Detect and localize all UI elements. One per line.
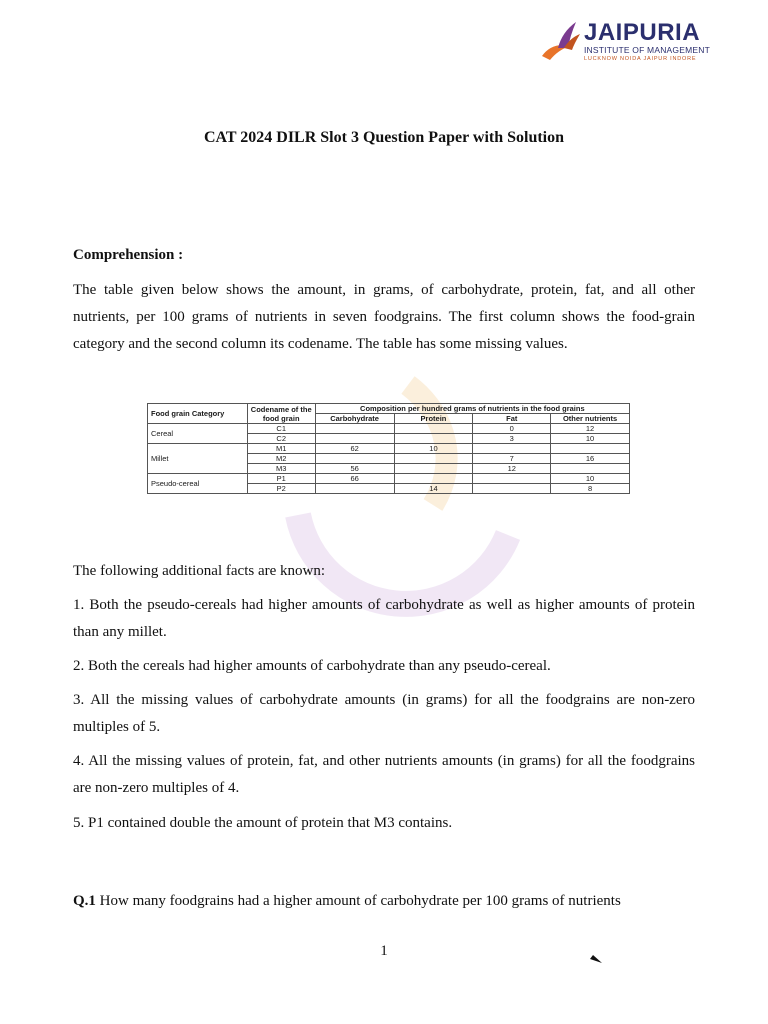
fact-3: 3. All the missing values of carbohydrate amounts (in grams) for all the foodgrains are non-zero multiples of 5. bbox=[73, 692, 695, 735]
carb-cell bbox=[315, 434, 394, 444]
fat-cell: 0 bbox=[473, 424, 551, 434]
category-cell: Cereal bbox=[148, 424, 248, 444]
code-cell: M1 bbox=[247, 444, 315, 454]
header-carbohydrate: Carbohydrate bbox=[315, 414, 394, 424]
other-cell: 16 bbox=[551, 454, 630, 464]
foodgrain-table bbox=[147, 403, 630, 494]
facts-intro: The following additional facts are known: bbox=[73, 563, 326, 579]
fat-cell bbox=[473, 444, 551, 454]
other-cell bbox=[551, 444, 630, 454]
table-row bbox=[148, 474, 630, 484]
fat-cell: 3 bbox=[473, 434, 551, 444]
jaipuria-logo bbox=[536, 18, 716, 66]
logo-wordmark: JAIPURIA bbox=[584, 19, 701, 46]
flame-emblem-icon bbox=[536, 18, 582, 64]
other-cell bbox=[551, 464, 630, 474]
header-other: Other nutrients bbox=[551, 414, 630, 424]
header-category: Food grain Category bbox=[148, 404, 248, 424]
code-cell: M3 bbox=[247, 464, 315, 474]
table-row bbox=[148, 424, 630, 434]
fat-cell bbox=[473, 484, 551, 494]
code-cell: P2 bbox=[247, 484, 315, 494]
question-text: How many foodgrains had a higher amount of carbohydrate per 100 grams of nutrients bbox=[95, 893, 621, 909]
code-cell: C2 bbox=[247, 434, 315, 444]
header-composition: Composition per hundred grams of nutrients in the food grains bbox=[315, 404, 629, 414]
table-header-row bbox=[148, 404, 630, 414]
protein-cell: 10 bbox=[394, 444, 473, 454]
fat-cell: 7 bbox=[473, 454, 551, 464]
comprehension-heading: Comprehension : bbox=[73, 247, 184, 263]
fact-2: 2. Both the cereals had higher amounts of carbohydrate than any pseudo-cereal. bbox=[73, 658, 551, 674]
protein-cell: 14 bbox=[394, 484, 473, 494]
protein-cell bbox=[394, 464, 473, 474]
protein-cell bbox=[394, 434, 473, 444]
fat-cell bbox=[473, 474, 551, 484]
protein-cell bbox=[394, 454, 473, 464]
logo-subtitle: INSTITUTE OF MANAGEMENT bbox=[584, 45, 710, 55]
table-row bbox=[148, 444, 630, 454]
header-codename: Codename of the food grain bbox=[247, 404, 315, 424]
arrow-mark-icon bbox=[590, 955, 602, 963]
other-cell: 10 bbox=[551, 434, 630, 444]
carb-cell: 56 bbox=[315, 464, 394, 474]
fact-1: 1. Both the pseudo-cereals had higher amounts of carbohydrate as well as higher amounts of protein than any millet. bbox=[73, 597, 695, 640]
category-cell: Pseudo-cereal bbox=[148, 474, 248, 494]
carb-cell bbox=[315, 484, 394, 494]
intro-paragraph: The table given below shows the amount, in grams, of carbohydrate, protein, fat, and all other nutrients, per 100 grams of nutrients in seven foodgrains. The first column shows the food-grain category and the second column its codename. The table has some missing values. bbox=[73, 282, 695, 352]
code-cell: C1 bbox=[247, 424, 315, 434]
other-cell: 8 bbox=[551, 484, 630, 494]
fat-cell: 12 bbox=[473, 464, 551, 474]
question-1 bbox=[73, 888, 695, 915]
other-cell: 12 bbox=[551, 424, 630, 434]
page-title: CAT 2024 DILR Slot 3 Question Paper with Solution bbox=[203, 129, 565, 146]
protein-cell bbox=[394, 424, 473, 434]
header-protein: Protein bbox=[394, 414, 473, 424]
code-cell: P1 bbox=[247, 474, 315, 484]
page-number: 1 bbox=[380, 943, 388, 959]
carb-cell: 62 bbox=[315, 444, 394, 454]
fact-5: 5. P1 contained double the amount of protein that M3 contains. bbox=[73, 815, 453, 831]
category-cell: Millet bbox=[148, 444, 248, 474]
protein-cell bbox=[394, 474, 473, 484]
header-fat: Fat bbox=[473, 414, 551, 424]
carb-cell bbox=[315, 424, 394, 434]
fact-4: 4. All the missing values of protein, fat, and other nutrients amounts (in grams) for all the foodgrains are non-zero multiples of 4. bbox=[73, 753, 695, 796]
carb-cell: 66 bbox=[315, 474, 394, 484]
question-label: Q.1 bbox=[73, 893, 96, 909]
other-cell: 10 bbox=[551, 474, 630, 484]
code-cell: M2 bbox=[247, 454, 315, 464]
carb-cell bbox=[315, 454, 394, 464]
logo-cities: LUCKNOW NOIDA JAIPUR INDORE bbox=[584, 56, 697, 62]
